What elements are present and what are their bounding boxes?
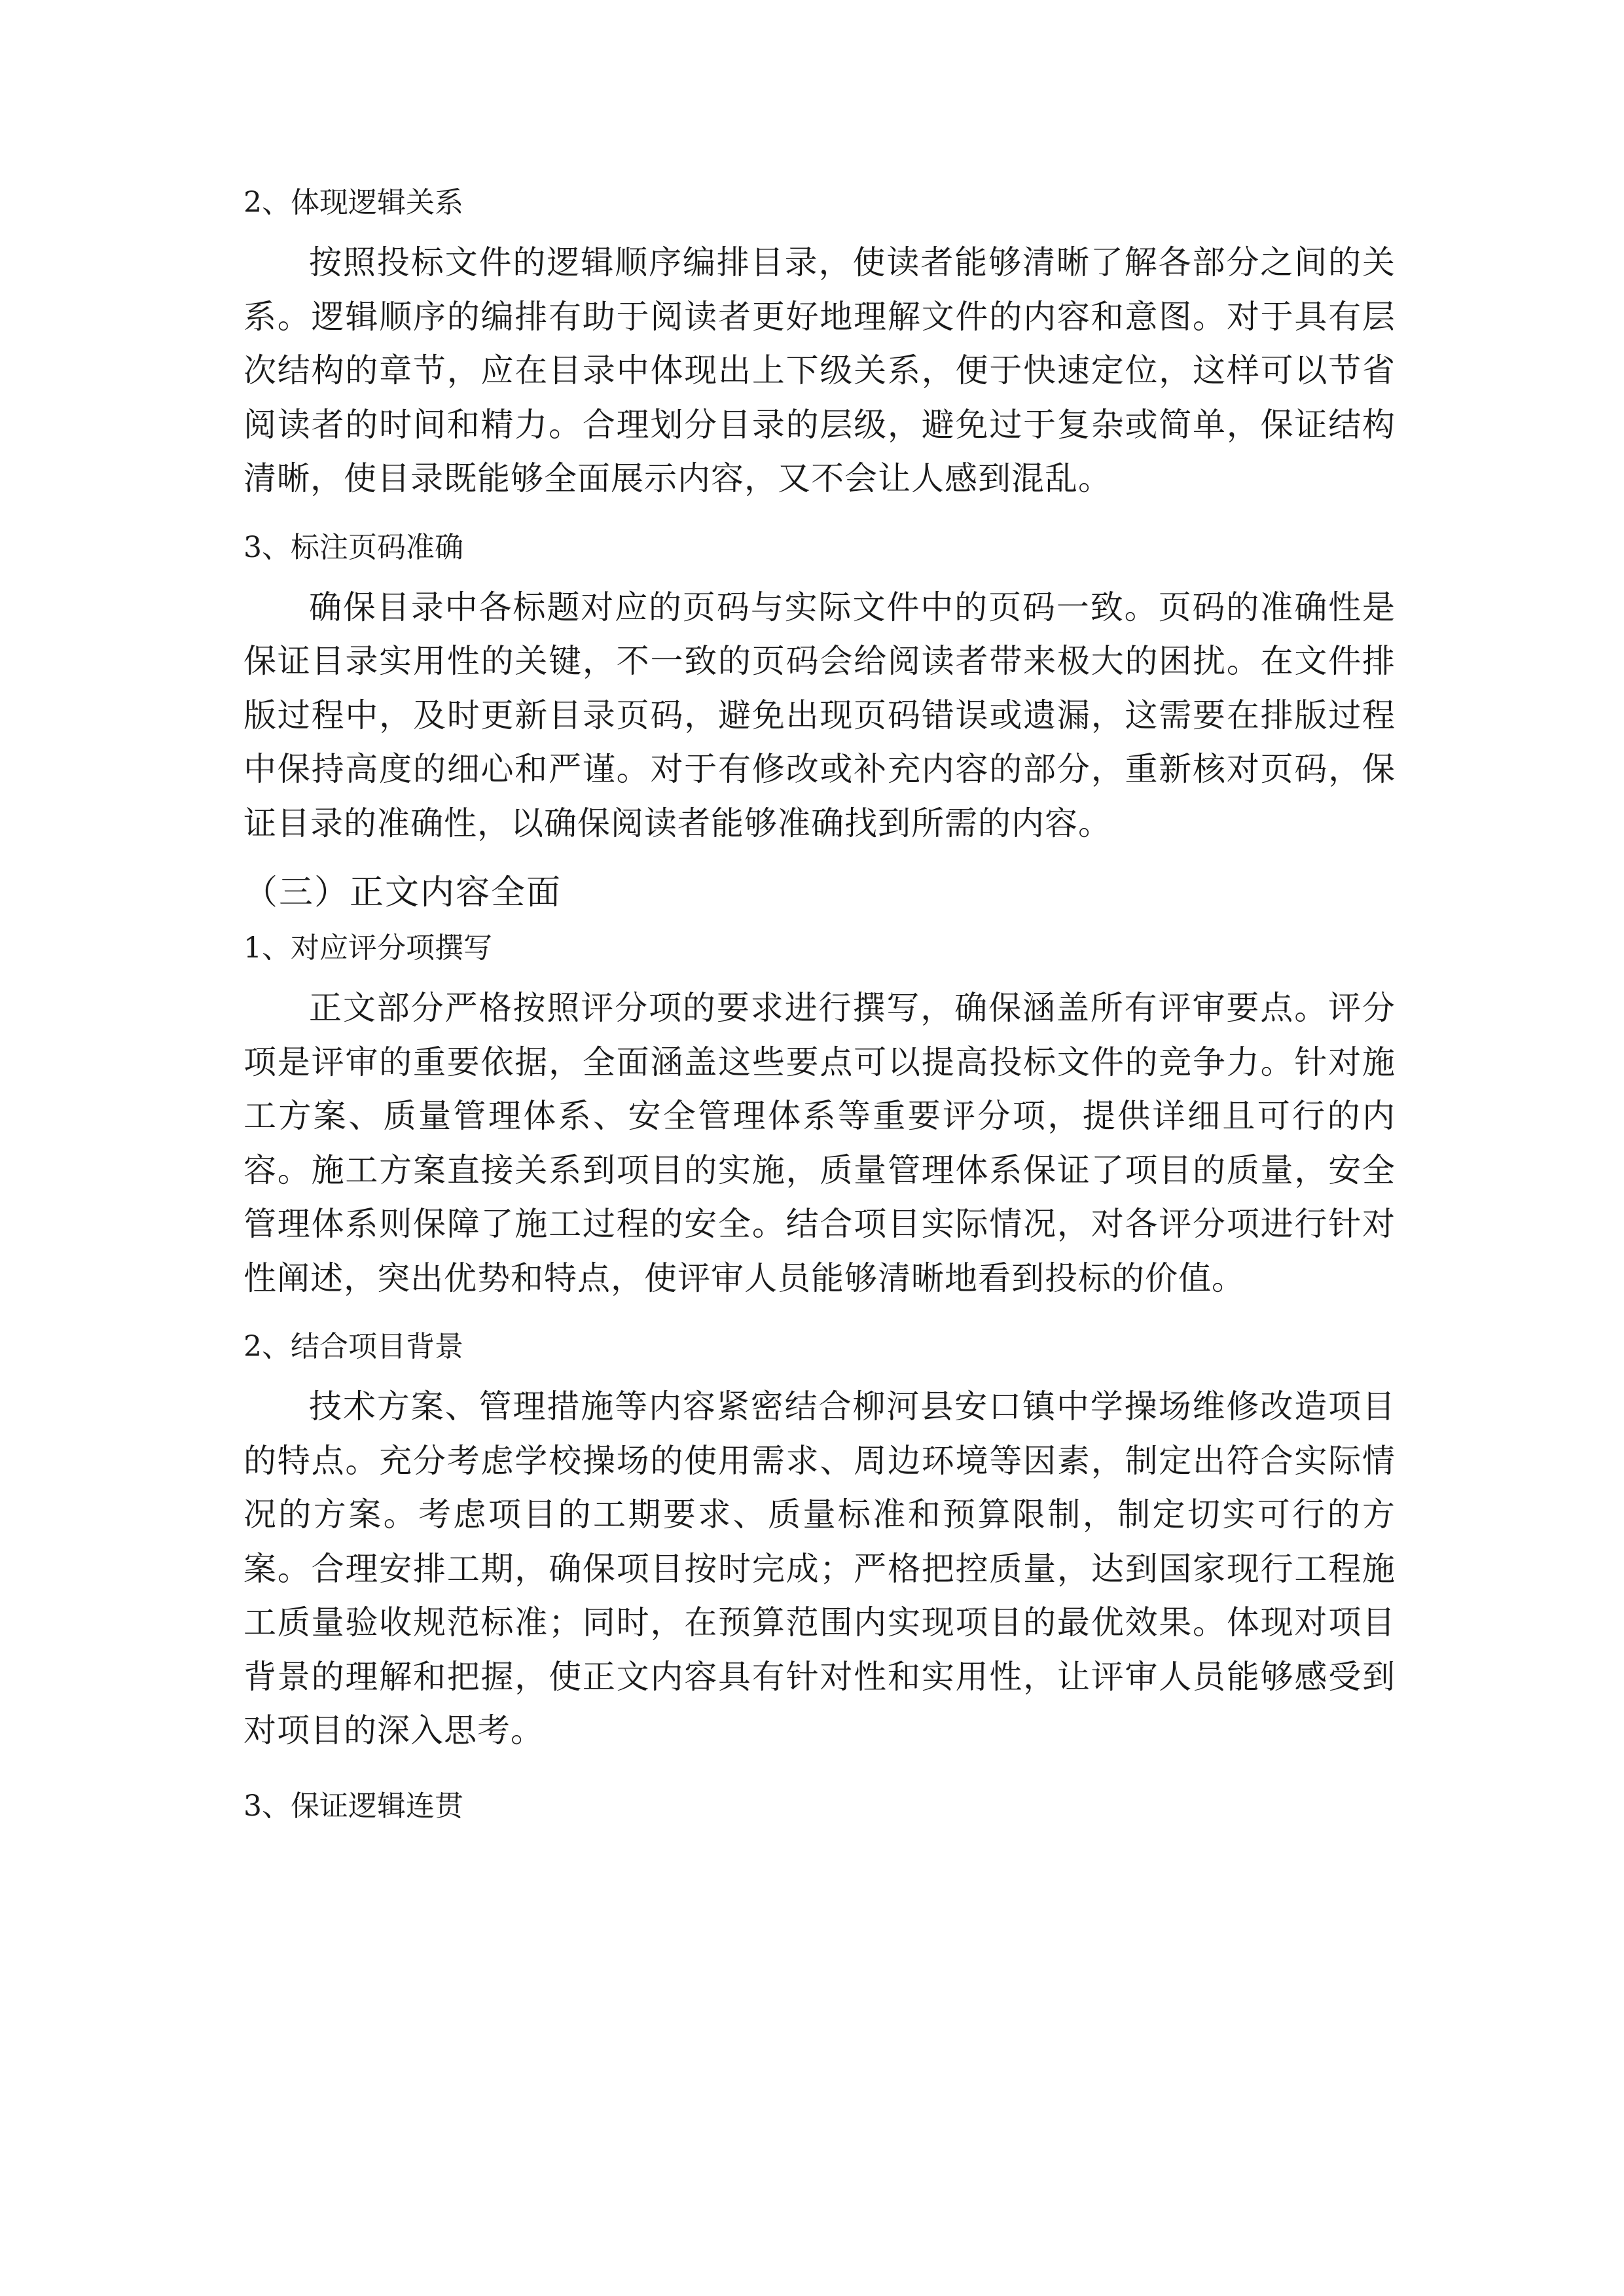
paragraph-page-numbers: 确保目录中各标题对应的页码与实际文件中的页码一致。页码的准确性是保证目录实用性的关键，不一致的页码会给阅读者带来极大的困扰。在文件排版过程中，及时更新目录页码，避免出现页码错误或遗漏，这需要在排版过程中保持高度的细心和严谨。对于有修改或补充内容的部分，重新核对页码，保证目录的准确性，以确保阅读者能够准确找到所需的内容。 [244,588,1396,842]
section-title: （三）正文内容全面 [244,873,562,912]
paragraph-logic: 按照投标文件的逻辑顺序编排目录，使读者能够清晰了解各部分之间的关系。逻辑顺序的编排有助于阅读者更好地理解文件的内容和意图。对于具有层次结构的章节，应在目录中体现出上下级关系，便于快速定位，这样可以节省阅读者的时间和精力。合理划分目录的层级，避免过于复杂或简单，保证结构清晰，使目录既能够全面展示内容，又不会让人感到混乱。 [244,243,1396,497]
subheading-logic: 2、体现逻辑关系 [244,186,463,219]
subheading-background: 2、结合项目背景 [244,1330,463,1363]
document-page [244,183,1396,1826]
subheading-coherence: 3、保证逻辑连贯 [244,1789,463,1823]
subheading-page-numbers: 3、标注页码准确 [244,530,463,564]
paragraph-scoring: 正文部分严格按照评分项的要求进行撰写，确保涵盖所有评审要点。评分项是评审的重要依据，全面涵盖这些要点可以提高投标文件的竞争力。针对施工方案、质量管理体系、安全管理体系等重要评分项，提供详细且可行的内容。施工方案直接关系到项目的实施，质量管理体系保证了项目的质量，安全管理体系则保障了施工过程的安全。结合项目实际情况，对各评分项进行针对性阐述，突出优势和特点，使评审人员能够清晰地看到投标的价值。 [244,989,1396,1297]
subheading-scoring: 1、对应评分项撰写 [244,931,492,965]
paragraph-background: 技术方案、管理措施等内容紧密结合柳河县安口镇中学操场维修改造项目的特点。充分考虑学校操场的使用需求、周边环境等因素，制定出符合实际情况的方案。考虑项目的工期要求、质量标准和预算限制，制定切实可行的方案。合理安排工期，确保项目按时完成；严格把控质量，达到国家现行工程施工质量验收规范标准；同时，在预算范围内实现项目的最优效果。体现对项目背景的理解和把握，使正文内容具有针对性和实用性，让评审人员能够感受到对项目的深入思考。 [244,1388,1396,1749]
